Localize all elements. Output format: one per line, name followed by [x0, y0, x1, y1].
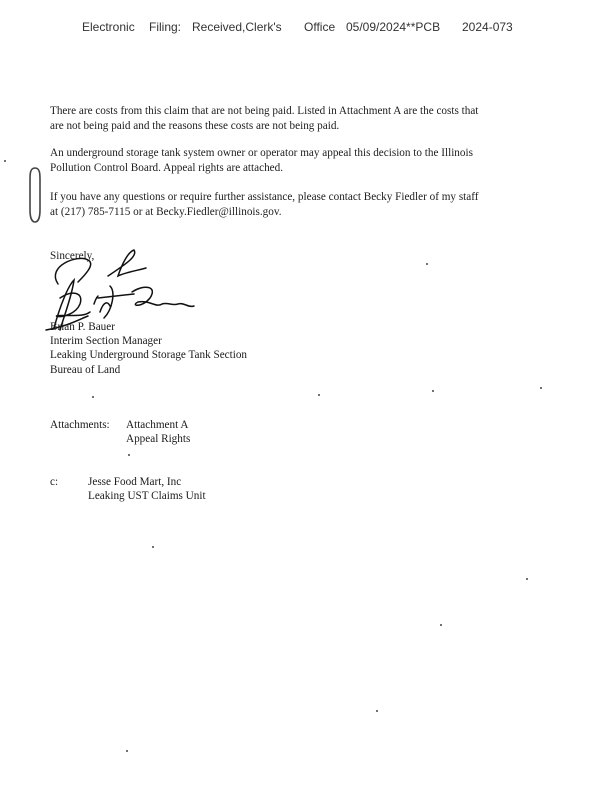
scan-speck: [152, 546, 154, 548]
signer-bureau: Bureau of Land: [50, 363, 121, 376]
scan-speck: [426, 263, 428, 265]
cc-label: c:: [50, 476, 59, 488]
filing-stamp-header: [0, 20, 614, 38]
paragraph-line: If you have any questions or require further assistance, please contact Becky Fiedler of my staff: [50, 191, 479, 203]
scan-speck: [128, 454, 130, 456]
paragraph-line: are not being paid and the reasons these costs are not being paid.: [50, 119, 340, 132]
header-office: Office: [304, 20, 336, 34]
staple-mark: [28, 166, 42, 224]
paragraph-contact: [50, 190, 550, 219]
header-filing: Filing:: [149, 20, 182, 34]
cc-list: [88, 475, 206, 503]
header-docket: 2024-073: [462, 20, 513, 34]
scan-speck: [526, 578, 528, 580]
header-received: Received,Clerk's: [192, 20, 282, 34]
signature-block: [50, 320, 247, 377]
paragraph-line: An underground storage tank system owner or operator may appeal this decision to the Illinois: [50, 147, 473, 159]
signer-title: Interim Section Manager: [50, 335, 162, 348]
header-date: 05/09/2024**PCB: [346, 20, 441, 34]
scan-speck: [4, 160, 6, 162]
paragraph-costs-not-paid: [50, 104, 550, 133]
paragraph-appeal-notice: [50, 146, 550, 175]
paragraph-line: at (217) 785-7115 or at Becky.Fiedler@illinois.gov.: [50, 205, 282, 218]
attachment-item: Appeal Rights: [126, 433, 191, 446]
scan-speck: [440, 624, 442, 626]
signer-name: Brian P. Bauer: [50, 321, 115, 333]
paragraph-line: Pollution Control Board. Appeal rights are attached.: [50, 161, 284, 174]
scan-speck: [432, 390, 434, 392]
attachments-list: [126, 418, 190, 446]
scan-speck: [92, 396, 94, 398]
cc-item: Jesse Food Mart, Inc: [88, 476, 182, 488]
signer-section: Leaking Underground Storage Tank Section: [50, 349, 248, 362]
paragraph-line: There are costs from this claim that are not being paid. Listed in Attachment A are the costs that: [50, 105, 479, 117]
attachments-label: Attachments:: [50, 419, 110, 431]
closing-sincerely: Sincerely,: [50, 250, 95, 262]
scan-speck: [318, 394, 320, 396]
scan-speck: [376, 710, 378, 712]
cc-item: Leaking UST Claims Unit: [88, 490, 206, 503]
scan-speck: [126, 750, 128, 752]
header-electronic: Electronic: [82, 20, 135, 34]
attachment-item: Attachment A: [126, 419, 189, 431]
scan-speck: [540, 387, 542, 389]
